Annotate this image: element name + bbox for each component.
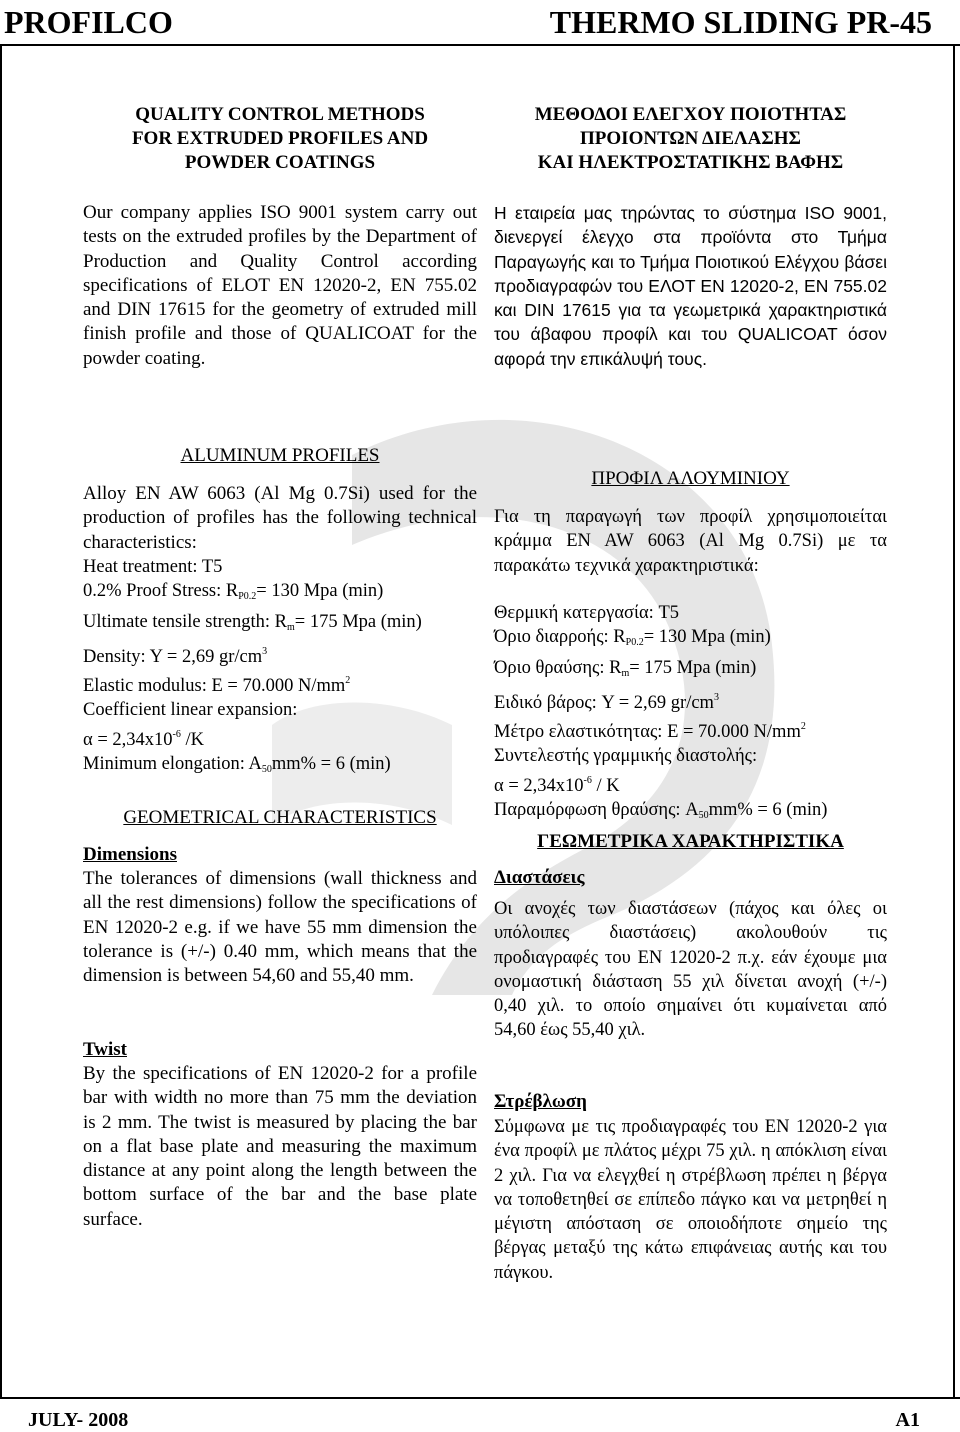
gr-title-line: ΜΕΘΟΔΟΙ ΕΛΕΓΧΟΥ ΠΟΙΟΤΗΤΑΣ xyxy=(534,104,847,125)
gr-twist-text: Σύμφωνα με τις προδιαγραφές του EN 12020-2 για ένα προφίλ με πλάτος μέχρι 75 χιλ. η απόκλιση είναι 2 χιλ. Για να ελεγχθεί η στρέβλωση πρέπει η βέργα να τοποθετηθεί σε επίπεδο πάγκο και να μετρηθεί η μέγιστη απόσταση σε οποιοδήποτε σημείο της βέργας μεταξύ της κάτω επιφάνειας αυτής και του πάγκου. xyxy=(494,1117,887,1283)
spec-text: Μέτρο ελαστικότητας: E = 70.000 N/mm xyxy=(494,722,801,743)
spec-text: Όριο διαρροής: R xyxy=(494,627,626,648)
spec-text: Όριο θραύσης: R xyxy=(494,657,622,678)
spec-text: Ειδικό βάρος: Y = 2,69 gr/cm xyxy=(494,692,714,713)
en-title-line: FOR EXTRUDED PROFILES AND xyxy=(131,128,429,149)
en-elastic xyxy=(83,669,477,698)
gr-aluminum-intro: Για τη παραγωγή των προφίλ χρησιμοποιείται κράμμα EN AW 6063 (Al Mg 0.7Si) με τα παρακάτω τεχνικά χαρακτηριστικά: xyxy=(494,507,887,576)
spec-text: Density: Y = 2,69 gr/cm xyxy=(83,646,263,667)
spec-text: α = 2,34x10 xyxy=(494,775,584,796)
spec-text: mm% = 6 (min) xyxy=(708,800,828,821)
gr-title-line: ΠΡΟΙΟΝΤΩΝ ΔΙΕΛΑΣΗΣ xyxy=(580,128,801,149)
spec-text: 0.2% Proof Stress: R xyxy=(83,581,239,602)
gr-intro: Η εταιρεία μας τηρώντας το σύστημα ISO 9001, διενεργεί έλεγχο στα προϊόντα στο Τμήμα Παραγωγής και το Τμήμα Ποιοτικού Ελέγχου βάσει προδιαγραφών του ΕΛΟΤ EN 12020-2, EN 755.02 και DIN 17615 για τα γεωμετρικά χαρακτηριστικά του άβαφου προφίλ και του QUALICOAT όσον αφορά την επικάλυψή τους. xyxy=(494,203,887,369)
en-heat-treatment: Heat treatment: T5 xyxy=(83,557,223,577)
en-elongation xyxy=(83,752,477,782)
gr-title-line: ΚΑΙ ΗΛΕΚΤΡΟΣΤΑΤΙΚΗΣ ΒΑΦΗΣ xyxy=(537,152,844,173)
en-twist-heading: Twist xyxy=(83,1039,127,1060)
en-tensile xyxy=(83,610,477,640)
en-dimensions-text: The tolerances of dimensions (wall thickness and all the rest dimensions) follow the specifications of EN 12020-2 e.g. if we have 55 mm dimension the tolerance is (+/-) 0.40 mm, which means that the dimension is between 54,60 and 55,40 mm. xyxy=(83,868,477,987)
gr-elastic xyxy=(494,715,887,744)
spec-text: mm% = 6 (min) xyxy=(271,754,391,775)
gr-tensile xyxy=(494,656,887,686)
en-twist-text: By the specifications of EN 12020-2 for a profile bar with width no more than 75 mm the deviation is 2 mm. The twist is measured by placing the bar on a flat base plate and measuring the maximum distance at any point along the length between the bottom surface of the bar and the base plate surface. xyxy=(83,1063,477,1230)
gr-elongation xyxy=(494,798,887,828)
en-dimensions-heading: Dimensions xyxy=(83,844,177,865)
en-alpha xyxy=(83,723,477,752)
en-aluminum-heading: ALUMINUM PROFILES xyxy=(180,445,380,466)
english-column xyxy=(83,103,477,175)
en-proof-stress xyxy=(83,579,477,609)
spec-superscript: 2 xyxy=(800,721,806,733)
spec-superscript: -6 xyxy=(172,728,181,740)
brand-name: PROFILCO xyxy=(4,4,173,40)
gr-specs xyxy=(494,601,887,828)
gr-dimensions-text: Οι ανοχές των διαστάσεων (πάχος και όλες οι υπόλοιπες διαστάσεις) ακολουθούν τις προδιαγραφές του EN 12020-2 π.χ. εάν έχουμε μια ονομαστική διάσταση 55 χιλ δίνεται ανοχή (+/-) 0,40 χιλ. το οποίο σημαίνει ότι κυμαίνεται από 54,60 έως 55,40 χιλ. xyxy=(494,899,887,1041)
spec-subscript: m xyxy=(286,621,295,633)
spec-subscript: 50 xyxy=(698,810,709,822)
en-geo-heading: GEOMETRICAL CHARACTERISTICS xyxy=(123,807,437,828)
en-title-line: POWDER COATINGS xyxy=(184,152,376,173)
spec-text: = 175 Mpa (min) xyxy=(294,611,422,632)
en-aluminum-intro: Alloy EN AW 6063 (Al Mg 0.7Si) used for the production of profiles has the following technical characteristics: xyxy=(83,483,477,553)
spec-text: α = 2,34x10 xyxy=(83,729,173,750)
spec-superscript: 2 xyxy=(345,675,351,687)
gr-proof-stress xyxy=(494,625,887,655)
spec-superscript: 3 xyxy=(713,691,719,703)
gr-alpha xyxy=(494,769,887,798)
spec-text: Ultimate tensile strength: R xyxy=(83,611,287,632)
footer-date: JULY- 2008 xyxy=(28,1409,129,1431)
gr-coefficient: Συντελεστής γραμμικής διαστολής: xyxy=(494,746,758,767)
spec-text: = 175 Mpa (min) xyxy=(629,657,757,678)
gr-geo-heading: ΓΕΩΜΕΤΡΙΚΑ ΧΑΡΑΚΤΗΡΙΣΤΙΚΑ xyxy=(537,831,844,852)
gr-dimensions-heading: Διαστάσεις xyxy=(494,867,585,888)
footer-rule xyxy=(0,1397,960,1399)
spec-text: / K xyxy=(591,775,620,796)
greek-column xyxy=(494,103,887,175)
spec-superscript: -6 xyxy=(583,774,592,786)
gr-heat-treatment: Θερμική κατεργασία: T5 xyxy=(494,603,679,623)
spec-text: /K xyxy=(180,729,204,750)
spec-subscript: m xyxy=(621,667,630,679)
en-title xyxy=(83,103,477,175)
spec-superscript: 3 xyxy=(262,645,268,657)
gr-aluminum-heading: ΠΡΟΦΙΛ ΑΛΟΥΜΙΝΙΟΥ xyxy=(591,468,790,489)
en-density xyxy=(83,640,477,669)
en-title-line: QUALITY CONTROL METHODS xyxy=(135,104,425,125)
spec-text: Minimum elongation: A xyxy=(83,754,262,775)
gr-density xyxy=(494,686,887,715)
en-specs xyxy=(83,555,477,782)
en-coefficient: Coefficient linear expansion: xyxy=(83,700,298,721)
gr-twist-heading: Στρέβλωση xyxy=(494,1091,587,1112)
en-intro: Our company applies ISO 9001 system carry out tests on the extruded profiles by the Department of Production and Quality Control according specifications of ELOT EN 12020-2, EN 755.02 and DIN 17615 for the geometry of extruded mill finish profile and those of QUALICOAT for the powder coating. xyxy=(83,202,477,369)
spec-text: Παραμόρφωση θραύσης: A xyxy=(494,800,699,821)
product-name: THERMO SLIDING PR-45 xyxy=(549,4,932,40)
spec-subscript: P0.2 xyxy=(625,637,644,649)
spec-text: = 130 Mpa (min) xyxy=(256,581,384,602)
spec-subscript: P0.2 xyxy=(238,591,257,603)
gr-title xyxy=(494,103,887,175)
page-number: A1 xyxy=(895,1409,920,1431)
spec-text: = 130 Mpa (min) xyxy=(643,627,771,648)
spec-subscript: 50 xyxy=(261,764,272,776)
spec-text: Elastic modulus: E = 70.000 N/mm xyxy=(83,676,346,697)
